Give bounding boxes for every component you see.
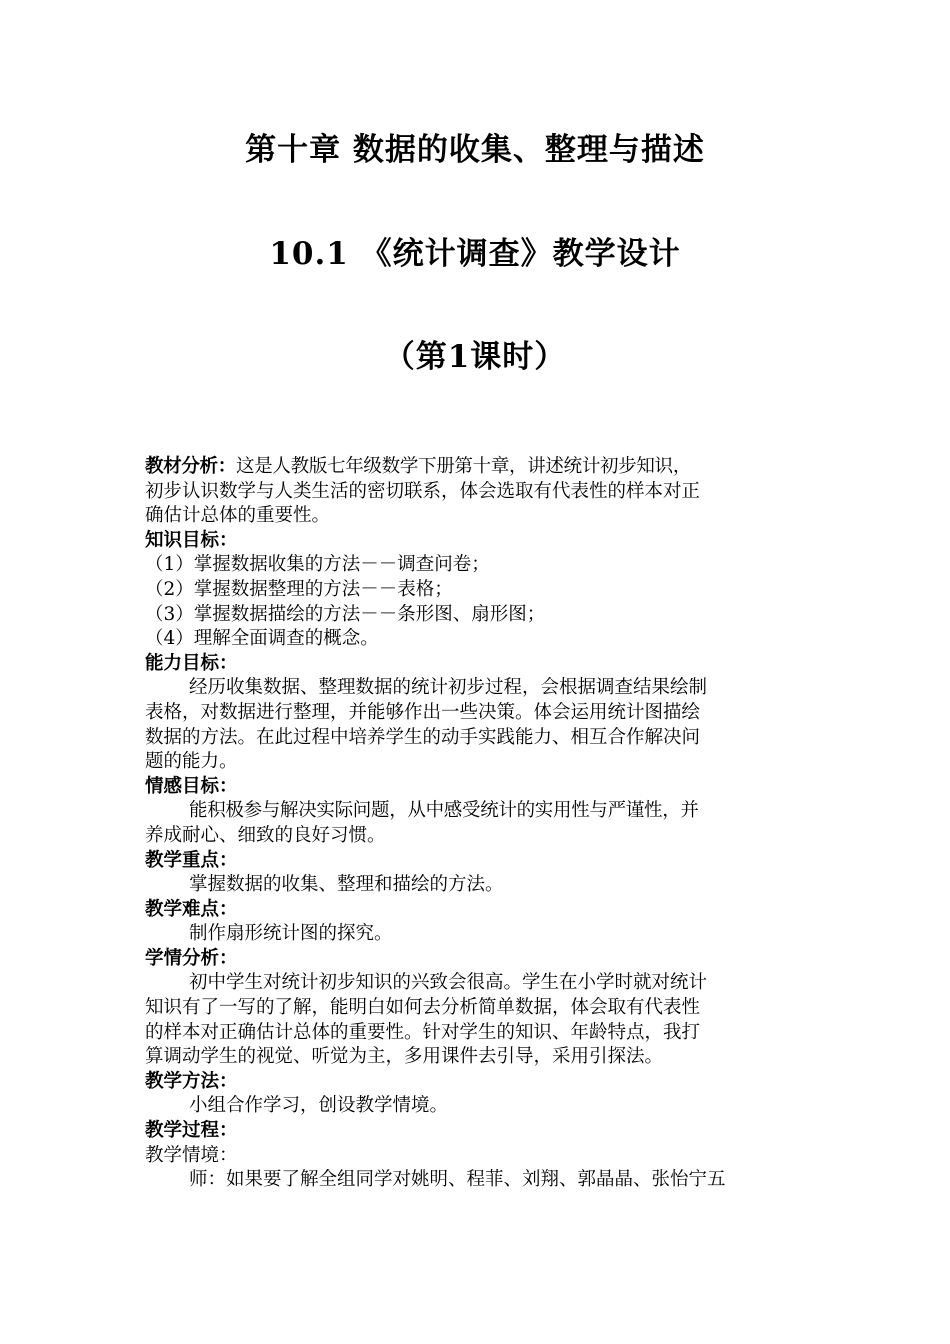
students-line: 初中学生对统计初步知识的兴致会很高。学生在小学时就对统计 xyxy=(189,972,708,994)
method-label: 教学方法： xyxy=(145,1070,238,1092)
students-line: 知识有了一写的了解，能明白如何去分析简单数据，体会取有代表性 xyxy=(145,997,701,1019)
analysis-line: 教材分析：这是人教版七年级数学下册第十章，讲述统计初步知识， xyxy=(145,456,692,477)
knowledge-item: （1）掌握数据收集的方法－－调查问卷； xyxy=(145,554,490,576)
process-line: 师：如果要了解全组同学对姚明、程菲、刘翔、郭晶晶、张怡宁五 xyxy=(189,1169,726,1191)
students-line: 算调动学生的视觉、听觉为主，多用课件去引导，采用引探法。 xyxy=(145,1046,664,1068)
students-label: 学情分析： xyxy=(145,947,238,969)
period-title: （第1课时） xyxy=(383,339,567,375)
ability-line: 题的能力。 xyxy=(145,751,238,773)
difficulty-label: 教学难点： xyxy=(145,898,238,920)
students-line: 的样本对正确估计总体的重要性。针对学生的知识、年龄特点，我打 xyxy=(145,1021,701,1043)
document-body xyxy=(145,455,810,1193)
knowledge-item: （4）理解全面调查的概念。 xyxy=(145,628,379,650)
lesson-title: 10.1 《统计调查》教学设计 xyxy=(269,236,681,272)
ability-line: 表格，对数据进行整理，并能够作出一些决策。体会运用统计图描绘 xyxy=(145,701,701,723)
method-line: 小组合作学习，创设教学情境。 xyxy=(189,1095,449,1117)
knowledge-item: （2）掌握数据整理的方法－－表格； xyxy=(145,578,453,600)
key-label: 教学重点： xyxy=(145,849,238,871)
ability-label: 能力目标： xyxy=(145,652,238,674)
emotion-line: 能积极参与解决实际问题，从中感受统计的实用性与严谨性，并 xyxy=(189,800,699,822)
emotion-line: 养成耐心、细致的良好习惯。 xyxy=(145,824,386,846)
analysis-label: 教材分析： xyxy=(145,456,237,477)
ability-line: 数据的方法。在此过程中培养学生的动手实践能力、相互合作解决问 xyxy=(145,726,701,748)
analysis-line: 确估计总体的重要性。 xyxy=(145,505,331,527)
key-line: 掌握数据的收集、整理和描绘的方法。 xyxy=(189,874,504,896)
process-line: 教学情境： xyxy=(145,1144,238,1166)
ability-line: 经历收集数据、整理数据的统计初步过程，会根据调查结果绘制 xyxy=(189,677,708,699)
emotion-label: 情感目标： xyxy=(145,775,238,797)
analysis-line: 初步认识数学与人类生活的密切联系，体会选取有代表性的样本对正 xyxy=(145,480,701,502)
process-label: 教学过程： xyxy=(145,1120,238,1142)
knowledge-item: （3）掌握数据描绘的方法－－条形图、扇形图； xyxy=(145,603,546,625)
knowledge-label: 知识目标： xyxy=(145,529,238,551)
chapter-title: 第十章 数据的收集、整理与描述 xyxy=(245,132,705,168)
difficulty-line: 制作扇形统计图的探究。 xyxy=(189,923,393,945)
